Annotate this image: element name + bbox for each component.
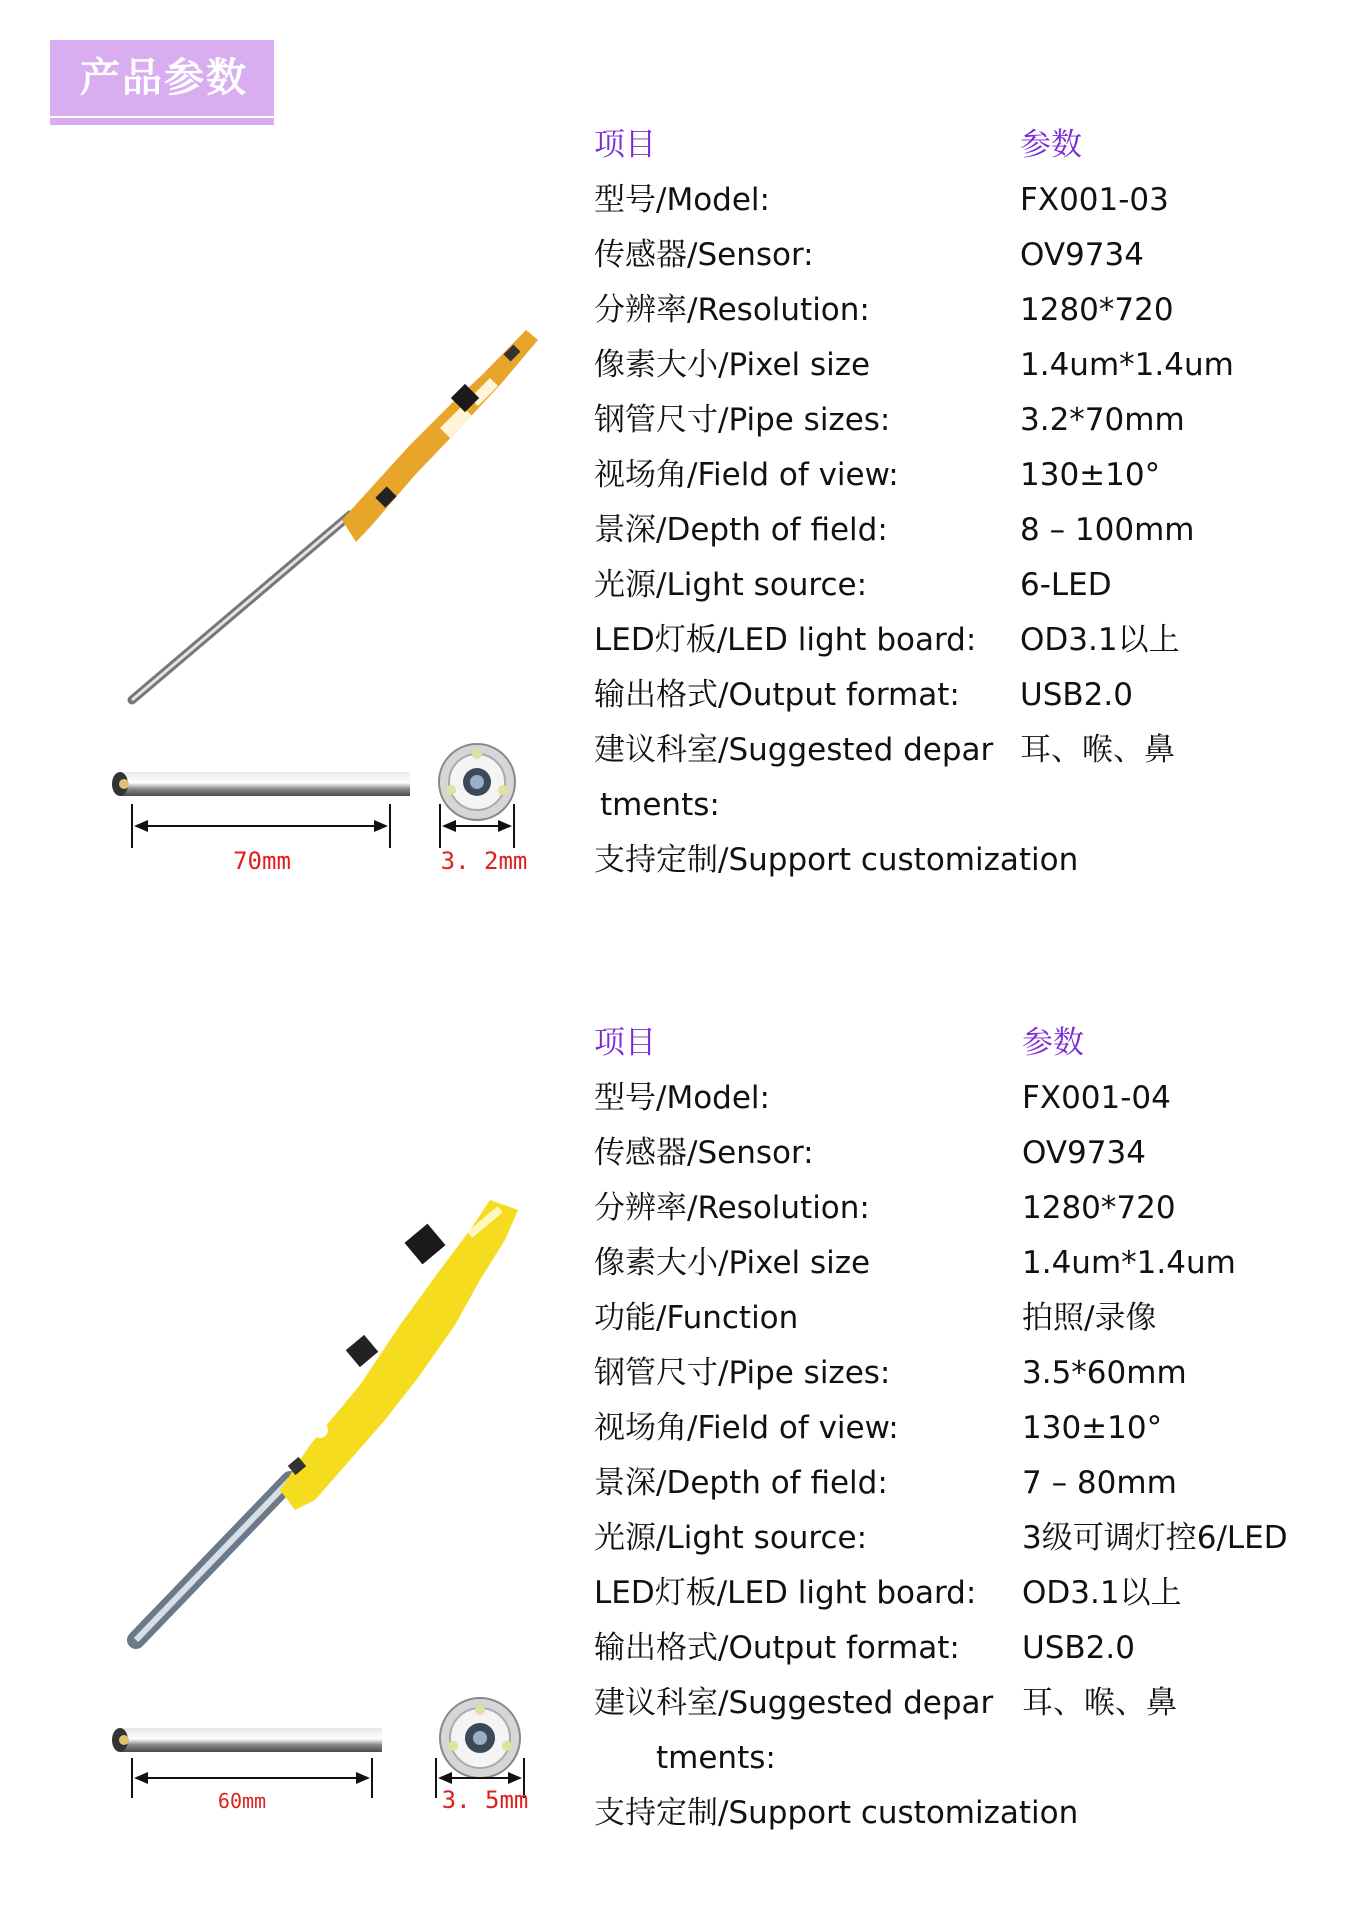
probe-rod (132, 515, 350, 700)
spec-label: 像素大小/Pixel size (594, 1245, 871, 1281)
header-item-label: 项目 (594, 127, 656, 163)
spec-label: tments: (656, 1740, 776, 1776)
length-label: 70mm (233, 847, 291, 875)
spec-label: 钢管尺寸/Pipe sizes: (594, 1355, 891, 1391)
spec-row (594, 503, 1334, 558)
spec-row (594, 1511, 1334, 1566)
spec-value: 8 – 100mm (1020, 512, 1195, 548)
probe-pcb (280, 1200, 518, 1510)
spec-table-product-1 (594, 118, 1334, 888)
spec-value: 1.4um*1.4um (1022, 1245, 1236, 1281)
spec-row (594, 1566, 1334, 1621)
spec-row (594, 1346, 1334, 1401)
probe-side-view (112, 772, 410, 796)
header-item-label: 项目 (594, 1025, 656, 1061)
spec-label: 分辨率/Resolution: (594, 1190, 870, 1226)
product-2-figure (110, 1190, 560, 1810)
spec-value: 1.4um*1.4um (1020, 347, 1234, 383)
diameter-label: 3. 2mm (440, 847, 528, 875)
spec-row (594, 1181, 1334, 1236)
spec-row (594, 228, 1334, 283)
spec-value: OV9734 (1020, 237, 1144, 273)
spec-value: USB2.0 (1022, 1630, 1135, 1666)
spec-row (594, 723, 1334, 778)
spec-value: 6-LED (1020, 567, 1112, 603)
spec-label: LED灯板/LED light board: (594, 622, 977, 658)
spec-label: 功能/Function (594, 1300, 799, 1336)
diameter-label: 3. 5mm (441, 1786, 529, 1810)
spec-label: 视场角/Field of view: (594, 457, 899, 493)
product-1-figure (110, 320, 550, 880)
spec-value: 130±10° (1022, 1410, 1163, 1446)
spec-label: 支持定制/Support customization (594, 1795, 1079, 1831)
spec-row (594, 448, 1334, 503)
probe-end-view (440, 1698, 520, 1778)
spec-label: 传感器/Sensor: (594, 237, 814, 273)
section-title: 产品参数 (50, 40, 274, 116)
spec-value: 3级可调灯控6/LED (1022, 1520, 1288, 1556)
spec-label: 输出格式/Output format: (594, 677, 960, 713)
spec-label: LED灯板/LED light board: (594, 1575, 977, 1611)
spec-row (594, 558, 1334, 613)
spec-label: 型号/Model: (594, 182, 770, 218)
spec-value: 3.5*60mm (1022, 1355, 1187, 1391)
section-title-underline (50, 118, 274, 125)
spec-value: USB2.0 (1020, 677, 1133, 713)
spec-value: 7 – 80mm (1022, 1465, 1177, 1501)
spec-value: 3.2*70mm (1020, 402, 1185, 438)
spec-label: 建议科室/Suggested depar (594, 1685, 994, 1721)
spec-label: 光源/Light source: (594, 567, 868, 603)
spec-value: 1280*720 (1020, 292, 1174, 328)
spec-row (594, 1786, 1334, 1841)
spec-label: 传感器/Sensor: (594, 1135, 814, 1171)
spec-row (594, 833, 1334, 888)
spec-table-product-2 (594, 1016, 1334, 1841)
spec-row (594, 1676, 1334, 1731)
probe-side-view (112, 1728, 382, 1752)
spec-value: FX001-03 (1020, 182, 1169, 218)
spec-value: OV9734 (1022, 1135, 1146, 1171)
probe-rod (136, 1480, 290, 1640)
spec-value: 拍照/录像 (1022, 1300, 1157, 1336)
header-value-label: 参数 (1022, 1025, 1084, 1061)
spec-row (594, 613, 1334, 668)
spec-row (594, 1456, 1334, 1511)
spec-row (594, 1291, 1334, 1346)
spec-row (594, 1236, 1334, 1291)
spec-value: 1280*720 (1022, 1190, 1176, 1226)
spec-row (594, 173, 1334, 228)
spec-label: 支持定制/Support customization (594, 842, 1079, 878)
spec-value: 耳、喉、鼻 (1020, 732, 1175, 768)
spec-label: 输出格式/Output format: (594, 1630, 960, 1666)
spec-label: 分辨率/Resolution: (594, 292, 870, 328)
spec-label: tments: (600, 787, 720, 823)
spec-row (594, 1401, 1334, 1456)
spec-label: 景深/Depth of field: (594, 512, 888, 548)
spec-label: 钢管尺寸/Pipe sizes: (594, 402, 891, 438)
spec-row (594, 1126, 1334, 1181)
spec-row (594, 778, 1334, 833)
probe-pcb (342, 330, 538, 542)
spec-row (594, 668, 1334, 723)
probe-end-view (439, 744, 515, 820)
spec-label: 型号/Model: (594, 1080, 770, 1116)
spec-table-header (594, 1016, 1334, 1071)
spec-value: OD3.1以上 (1022, 1575, 1182, 1611)
spec-value: 130±10° (1020, 457, 1161, 493)
spec-row (594, 1071, 1334, 1126)
spec-label: 像素大小/Pixel size (594, 347, 871, 383)
spec-row (594, 283, 1334, 338)
spec-label: 景深/Depth of field: (594, 1465, 888, 1501)
spec-row (594, 393, 1334, 448)
spec-value: 耳、喉、鼻 (1022, 1685, 1177, 1721)
spec-value: FX001-04 (1022, 1080, 1171, 1116)
spec-value: OD3.1以上 (1020, 622, 1180, 658)
length-dimension (132, 804, 390, 848)
header-value-label: 参数 (1020, 127, 1082, 163)
spec-row (594, 1731, 1334, 1786)
spec-row (594, 338, 1334, 393)
spec-label: 建议科室/Suggested depar (594, 732, 994, 768)
spec-label: 视场角/Field of view: (594, 1410, 899, 1446)
spec-table-header (594, 118, 1334, 173)
spec-label: 光源/Light source: (594, 1520, 868, 1556)
length-label: 60mm (217, 1789, 267, 1810)
spec-row (594, 1621, 1334, 1676)
